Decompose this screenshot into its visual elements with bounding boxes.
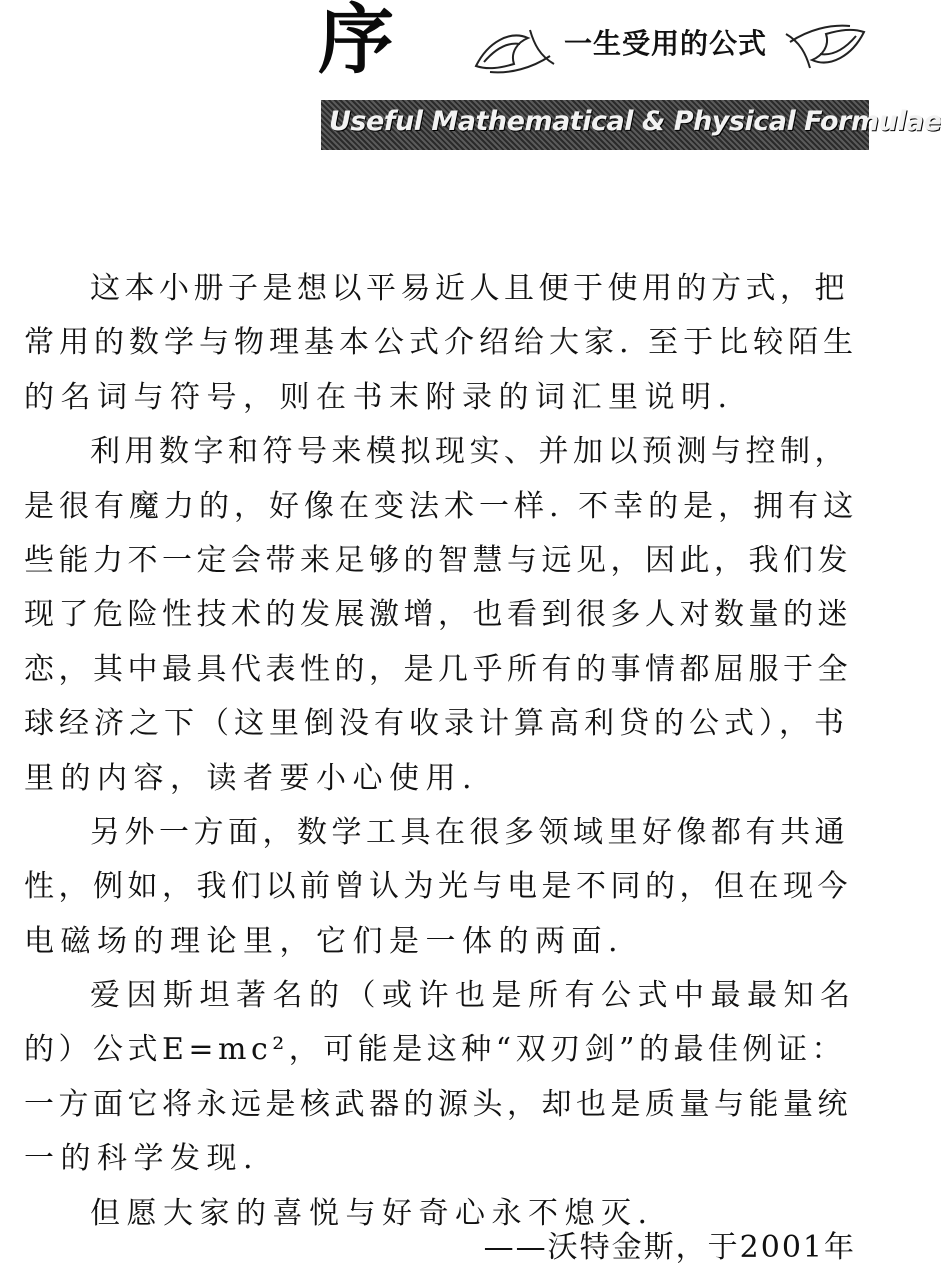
text-line: 些能力不一定会带来足够的智慧与远见，因此，我们发 [24,542,852,578]
text-line: 恋，其中最具代表性的，是几乎所有的事情都屈服于全 [24,651,852,687]
subtitle-banner [321,100,941,150]
text-line: 里的内容，读者要小心使用. [24,760,479,796]
text-line: 性，例如，我们以前曾认为光与电是不同的，但在现今 [24,869,852,905]
text-line: 电磁场的理论里，它们是一体的两面. [24,923,625,959]
text-line: 利用数字和符号来模拟现实、并加以预测与控制， [90,434,849,470]
text-line: 另外一方面，数学工具在很多领域里好像都有共通 [90,814,849,850]
signature: ——沃特金斯，于2001年 [483,1230,856,1265]
book-title: 一生受用的公式 [558,22,773,62]
text-line: 但愿大家的喜悦与好奇心永不熄灭. [90,1195,654,1231]
subtitle-text: Useful Mathematical & Physical Formulae [329,106,941,137]
text-line: 一方面它将永远是核武器的源头，却也是质量与能量统 [24,1086,852,1122]
text-line: 这本小册子是想以平易近人且便于使用的方式，把 [90,271,849,306]
text-line: 常用的数学与物理基本公式介绍给大家. 至于比较陌生 [24,325,859,361]
preface-body [24,262,858,1241]
text-line: 是很有魔力的，好像在变法术一样. 不幸的是，拥有这 [24,488,859,524]
text-line: 的）公式E=mc²，可能是这种“双刃剑”的最佳例证： [24,1032,846,1068]
page-title: 序 [318,0,394,84]
text-line: 球经济之下（这里倒没有收录计算高利贷的公式），书 [24,706,849,742]
text-line: 爱因斯坦著名的（或许也是所有公式中最最知名 [90,978,857,1014]
text-line: 一的科学发现. [24,1141,260,1177]
text-line: 现了危险性技术的发展激增，也看到很多人对数量的迷 [24,597,852,633]
text-line: 的名词与符号，则在书末附录的词汇里说明. [24,379,734,415]
page-header [0,0,941,160]
